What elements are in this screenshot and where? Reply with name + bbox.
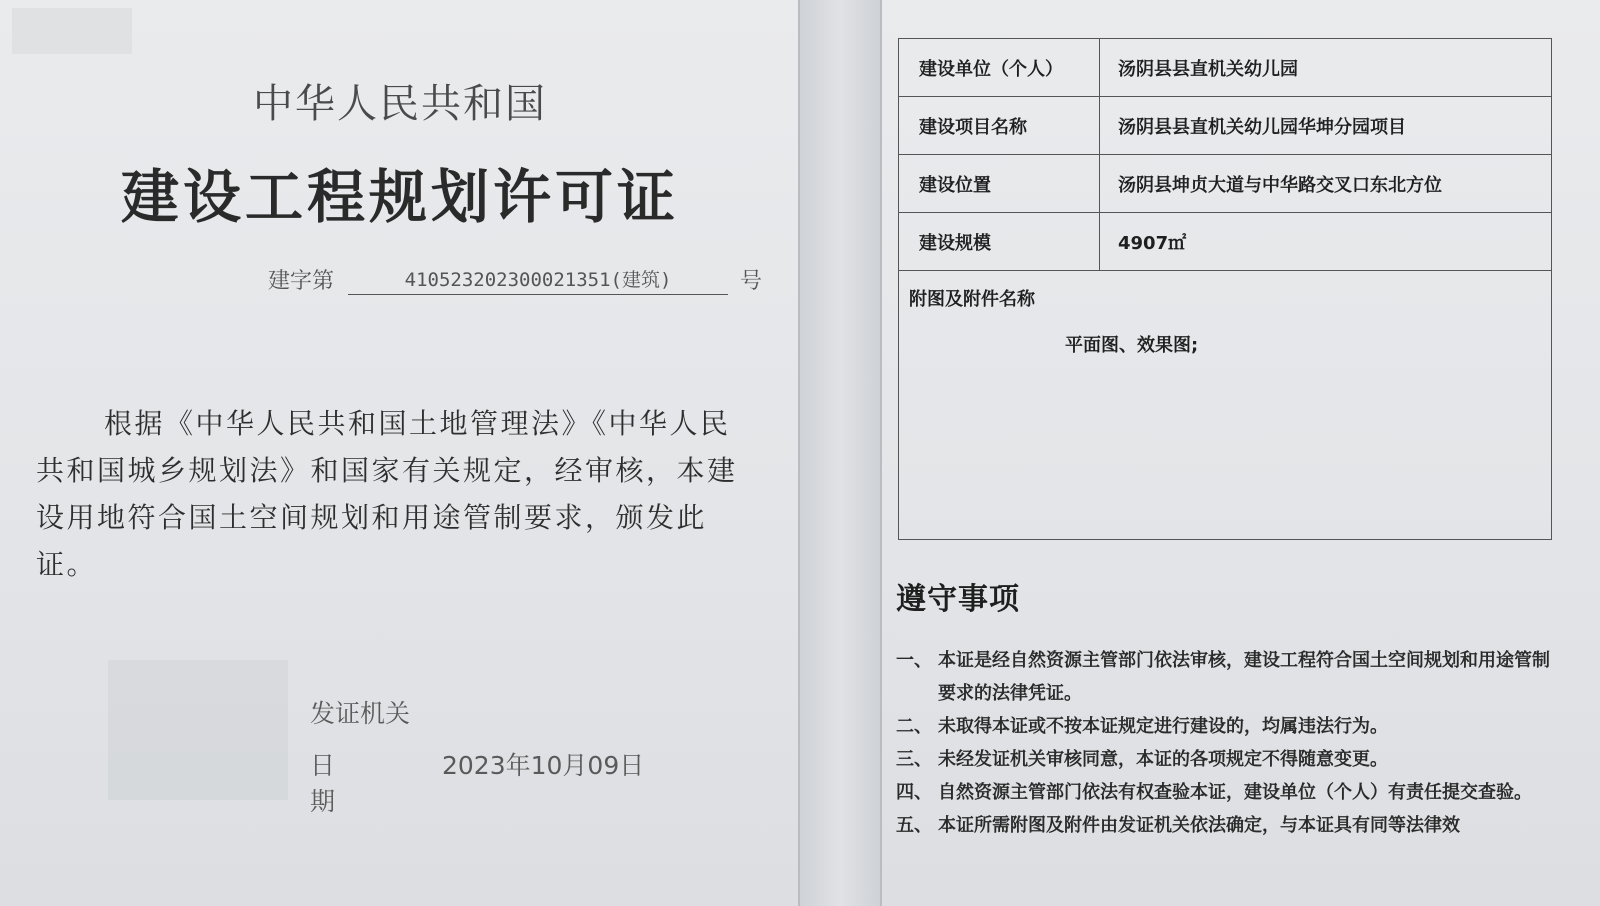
corner-patch [12,8,132,54]
notice-list [896,644,1556,842]
row-label: 建设项目名称 [899,97,1100,155]
row-value: 汤阴县坤贞大道与中华路交叉口东北方位 [1100,155,1552,213]
row-label: 建设位置 [899,155,1100,213]
row-value: 汤阴县县直机关幼儿园 [1100,39,1552,97]
certificate-title: 建设工程规划许可证 [120,163,679,231]
notice-number: 二、 [896,716,932,737]
project-info-table [898,38,1552,540]
attachments-value: 平面图、效果图; [1065,335,1199,356]
attachments-label: 附图及附件名称 [909,289,1035,310]
seal-area [108,660,288,800]
attachments-row [899,271,1552,540]
certificate-number-row [268,264,762,295]
notice-number: 五、 [896,815,932,836]
notice-text: 本证所需附图及附件由发证机关依法确定，与本证具有同等法律效 [938,815,1460,836]
notice-number: 一、 [896,650,932,671]
number-prefix: 建字第 [268,269,335,294]
issuer-label: 发证机关 [310,699,411,728]
notice-text: 未取得本证或不按本证规定进行建设的，均属违法行为。 [938,716,1388,737]
list-item [896,743,1556,776]
row-value: 4907㎡ [1100,213,1552,271]
row-value: 汤阴县县直机关幼儿园华坤分园项目 [1100,97,1552,155]
table-row [899,213,1552,271]
notice-number: 三、 [896,749,932,770]
list-item [896,644,1556,710]
issue-date: 2023年10月09日 [442,751,645,780]
list-item [896,809,1556,842]
attachments-cell [899,271,1552,540]
list-item [896,776,1556,809]
country-name: 中华人民共和国 [253,81,547,127]
table-row [899,39,1552,97]
notice-title: 遵守事项 [896,582,1020,617]
right-page [880,0,1600,906]
table-row [899,97,1552,155]
notice-text: 自然资源主管部门依法有权查验本证，建设单位（个人）有责任提交查验。 [938,782,1532,803]
list-item [896,710,1556,743]
row-label: 建设规模 [899,213,1100,271]
notice-number: 四、 [896,782,932,803]
row-label: 建设单位（个人） [899,39,1100,97]
date-label: 日期 [310,751,380,816]
notice-text: 本证是经自然资源主管部门依法审核，建设工程符合国土空间规划和用途管制要求的法律凭证。 [938,650,1550,704]
table-row [899,155,1552,213]
certificate-body-text: 根据《中华人民共和国土地管理法》《中华人民共和国城乡规划法》和国家有关规定，经审核，本建设用地符合国土空间规划和用途管制要求，颁发此证。 [36,407,738,581]
page-gutter [800,0,880,906]
number-suffix: 号 [740,269,763,294]
issue-date-row [310,746,644,818]
certificate-number: 410523202300021351(建筑) [348,265,728,295]
notice-text: 未经发证机关审核同意，本证的各项规定不得随意变更。 [938,749,1388,770]
